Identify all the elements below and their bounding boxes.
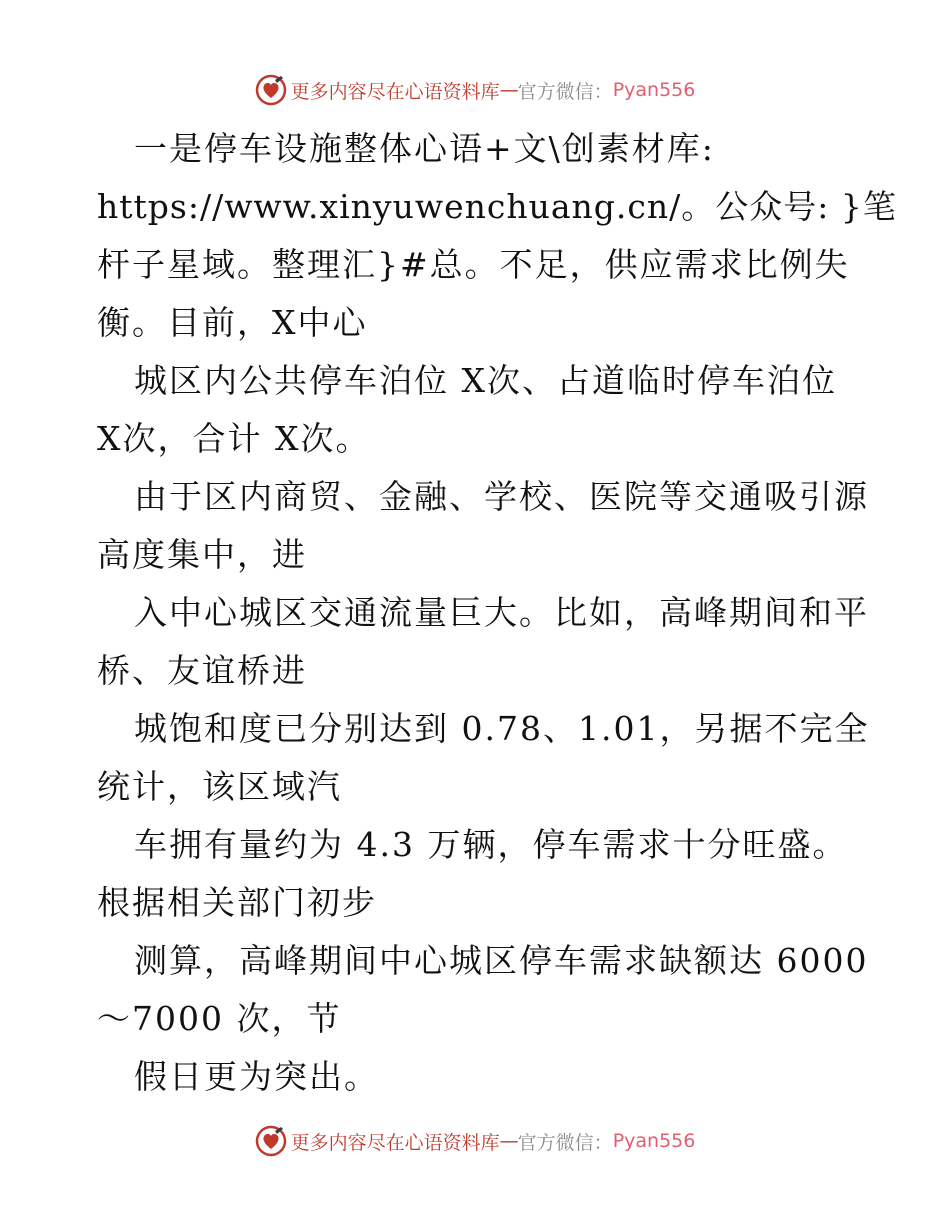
text-line: 城饱和度已分别达到 0.78、1.01，另据不完全	[134, 709, 870, 748]
text-line: https://www.xinyuwenchuang.cn/。公众号: }笔	[97, 187, 897, 226]
watermark-text-mid: 官方微信：	[517, 1131, 613, 1154]
watermark-text-main: 更多内容尽在心语资料库	[290, 1131, 500, 1154]
heart-pen-icon	[255, 1125, 287, 1157]
watermark-handle: Pyan556	[612, 79, 696, 101]
text-line: 杆子星域。整理汇}#总。不足，供应需求比例失	[97, 245, 850, 284]
text-line: 衡。目前，X中心	[97, 303, 368, 342]
watermark-handle: Pyan556	[612, 1130, 696, 1152]
heart-pen-icon	[255, 74, 287, 106]
watermark-text-main: 更多内容尽在心语资料库	[290, 80, 500, 103]
text-line: 城区内公共停车泊位 X次、占道临时停车泊位	[134, 361, 837, 400]
text-line: 统计，该区域汽	[97, 767, 342, 806]
header-watermark	[0, 70, 950, 110]
text-line: 根据相关部门初步	[97, 883, 377, 922]
footer-watermark	[0, 1121, 950, 1161]
text-line: 高度集中，进	[97, 535, 307, 574]
text-line: X次，合计 X次。	[97, 419, 371, 458]
text-line: ～7000 次，节	[97, 999, 342, 1038]
document-body	[97, 120, 897, 1106]
text-line: 由于区内商贸、金融、学校、医院等交通吸引源	[134, 477, 869, 516]
watermark-dash: —	[499, 79, 518, 101]
watermark-text-mid: 官方微信：	[517, 80, 613, 103]
text-line: 入中心城区交通流量巨大。比如，高峰期间和平	[134, 593, 869, 632]
text-line: 假日更为突出。	[134, 1057, 379, 1096]
text-line: 测算，高峰期间中心城区停车需求缺额达 6000	[134, 941, 869, 980]
text-line: 车拥有量约为 4.3 万辆，停车需求十分旺盛。	[134, 825, 848, 864]
watermark-dash: —	[499, 1130, 518, 1152]
text-line: 桥、友谊桥进	[97, 651, 307, 690]
text-line: 一是停车设施整体心语+文\创素材库:	[134, 129, 715, 168]
